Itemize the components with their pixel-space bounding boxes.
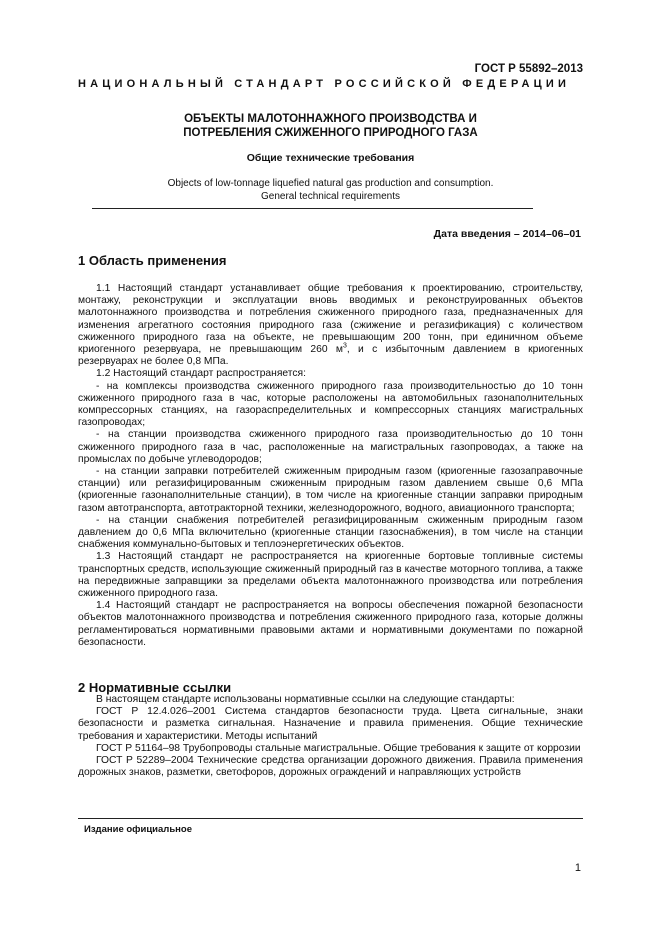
introduction-date: Дата введения – 2014–06–01 [433,228,581,240]
list-item: - на станции производства сжиженного природного газа производительностью до 10 тонн сжиженного природного газа в час, расположенные на магистральных газопроводах, а также на промыслах по добыче углеводородов; [78,429,583,465]
section-2-heading: 2 Нормативные ссылки [78,680,232,695]
document-subtitle: Общие технические требования [246,152,415,164]
page-number: 1 [574,862,581,874]
english-title [78,178,583,203]
list-item: - на станции снабжения потребителей регазифицированным сжиженным природным газом давлением до 0,6 МПа включительно (криогенные станции газоснабжения), в том числе на станции снабжения коммунально-бытовых и теплоэнергетических объектов. [78,514,583,551]
doc-number: ГОСТ Р 55892–2013 [474,63,583,75]
section-1-body [78,283,583,649]
document-title [78,112,583,140]
title-divider [92,208,533,209]
reference-item: ГОСТ Р 51164–98 Трубопроводы стальные магистральные. Общие требования к защите от коррозии [96,742,581,754]
title-line-1: ОБЪЕКТЫ МАЛОТОННАЖНОГО ПРОИЗВОДСТВА И [184,113,477,125]
list-item: - на комплексы производства сжиженного природного газа производительностью до 10 тонн сжиженного природного газа в час, которые расположены на автомобильных газонаполнительных компрессорных станциях, на газораспределительных и компрессорных станциях магистральных газопроводах; [78,380,583,429]
list-item: - на станции заправки потребителей сжиженным природным газом (криогенные газозаправочные станции) или регазифицированным сжиженным природным газом давлением свыше 0,6 МПа (криогенные газонаполнительные станции), в том числе на криогенные станции заправки природным газом автотранспорта, автотракторной техники, железнодорожного, водного, авиационного транспорта; [78,466,583,514]
footer-divider [78,818,583,819]
reference-item: ГОСТ Р 12.4.026–2001 Система стандартов безопасности труда. Цвета сигнальные, знаки безопасности и разметка сигнальная. Назначение и правила применения. Общие технические требования и характеристики. Методы испытаний [78,706,583,742]
clause-1-4: 1.4 Настоящий стандарт не распространяется на вопросы обеспечения пожарной безопасности объектов малотоннажного производства и потребления сжиженного природного газа, которые должны регламентироваться нормативными правовыми актами и нормативными документами по пожарной безопасности. [78,600,583,648]
english-title-line-2: General technical requirements [261,190,400,202]
references-intro: В настоящем стандарте использованы нормативные ссылки на следующие стандарты: [96,694,515,705]
national-standard-banner: НАЦИОНАЛЬНЫЙ СТАНДАРТ РОССИЙСКОЙ ФЕДЕРАЦИИ [78,78,571,90]
section-1-heading: 1 Область применения [78,253,227,268]
title-line-2: ПОТРЕБЛЕНИЯ СЖИЖЕННОГО ПРИРОДНОГО ГАЗА [183,127,478,139]
clause-1-2: 1.2 Настоящий стандарт распространяется: [96,368,306,380]
clause-1-1: 1.1 Настоящий стандарт устанавливает общие требования к проектированию, строительству, монтажу, реконструкции и эксплуатации вновь вводимых и реконструированных объектов малотоннажного производства и потребления сжиженного природного газа, предназначенных для изменения агрегатного состояния природного газа (сжижение и регазификация) с количеством сжиженного природного газа на объекте, не превышающим 200 тонн, при единичном объеме криогенного резервуара, не превышающим 260 $м^3$, и с избыточным давлением в криогенных резервуарах не более 0,8 МПа. [78,283,583,368]
reference-item: ГОСТ Р 52289–2004 Технические средства организации дорожного движения. Правила применения дорожных знаков, разметки, светофоров, дорожных ограждений и направляющих устройств [78,755,583,779]
clause-1-3: 1.3 Настоящий стандарт не распространяется на криогенные бортовые топливные системы транспортных средств, использующие сжиженный природный газ в качестве моторного топлива, а также на передвижные заправщики за пределами объекта малотоннажного производства или потребления сжиженного природного газа. [78,551,583,600]
english-title-line-1: Objects of low-tonnage liquefied natural gas production and consumption. [167,178,494,189]
section-2-body [78,694,583,779]
official-edition-note: Издание официальное [84,824,192,835]
